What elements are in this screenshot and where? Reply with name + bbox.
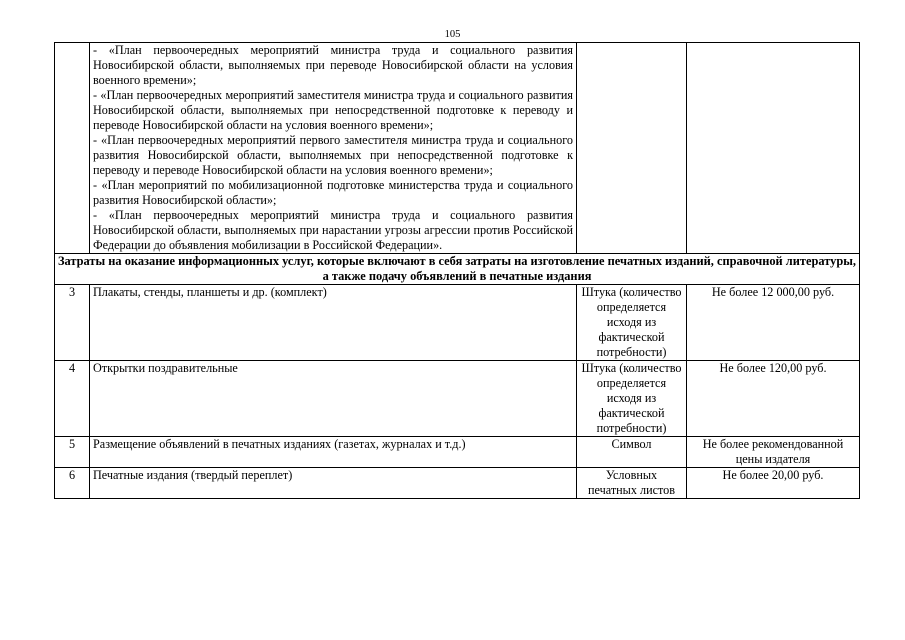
price-limit: Не более 12 000,00 руб. bbox=[687, 285, 860, 361]
table-row-continued-plans bbox=[55, 43, 860, 254]
unit-of-measure: Условных печатных листов bbox=[577, 468, 687, 499]
section-header-row bbox=[55, 254, 860, 285]
plan-item: - «План первоочередных мероприятий заместителя министра труда и социального развития Новосибирской области, выполняемых при непосредственной подготовке к переводу и переводе Новосибирской области на условия военного времени»; bbox=[93, 88, 573, 132]
table-row bbox=[55, 285, 860, 361]
unit-of-measure: Штука (количество определяется исходя из фактической потребности) bbox=[577, 285, 687, 361]
plan-item: - «План мероприятий по мобилизационной подготовке министерства труда и социального развития Новосибирской области»; bbox=[93, 178, 573, 207]
item-name: Открытки поздравительные bbox=[90, 361, 577, 437]
unit-of-measure: Символ bbox=[577, 437, 687, 468]
plan-item: - «План первоочередных мероприятий первого заместителя министра труда и социального развития Новосибирской области, выполняемых при непосредственной подготовке к переводу и переводе Новосибирской области на условия военного времени»; bbox=[93, 133, 573, 177]
price-limit: Не более 120,00 руб. bbox=[687, 361, 860, 437]
row-number: 4 bbox=[55, 361, 90, 437]
plans-list-cell bbox=[90, 43, 577, 254]
plan-item: - «План первоочередных мероприятий министра труда и социального развития Новосибирской области, выполняемых при нарастании угрозы агрессии против Российской Федерации до объявления мобилизации в Российской Федерации». bbox=[93, 208, 573, 252]
cell-limit-empty bbox=[687, 43, 860, 254]
row-number: 5 bbox=[55, 437, 90, 468]
plan-item: - «План первоочередных мероприятий министра труда и социального развития Новосибирской области, выполняемых при переводе Новосибирской области на условия военного времени»; bbox=[93, 43, 573, 87]
item-name: Плакаты, стенды, планшеты и др. (комплект) bbox=[90, 285, 577, 361]
section-header: Затраты на оказание информационных услуг, которые включают в себя затраты на изготовление печатных изданий, справочной литературы, а также подачу объявлений в печатные издания bbox=[55, 254, 860, 285]
unit-of-measure: Штука (количество определяется исходя из фактической потребности) bbox=[577, 361, 687, 437]
price-limit: Не более 20,00 руб. bbox=[687, 468, 860, 499]
table-row bbox=[55, 468, 860, 499]
norms-table bbox=[54, 42, 860, 499]
cell-num-empty bbox=[55, 43, 90, 254]
price-limit: Не более рекомендованной цены издателя bbox=[687, 437, 860, 468]
table-row bbox=[55, 361, 860, 437]
page-number: 105 bbox=[444, 29, 461, 40]
item-name: Размещение объявлений в печатных изданиях (газетах, журналах и т.д.) bbox=[90, 437, 577, 468]
table-row bbox=[55, 437, 860, 468]
row-number: 6 bbox=[55, 468, 90, 499]
cell-unit-empty bbox=[577, 43, 687, 254]
row-number: 3 bbox=[55, 285, 90, 361]
item-name: Печатные издания (твердый переплет) bbox=[90, 468, 577, 499]
